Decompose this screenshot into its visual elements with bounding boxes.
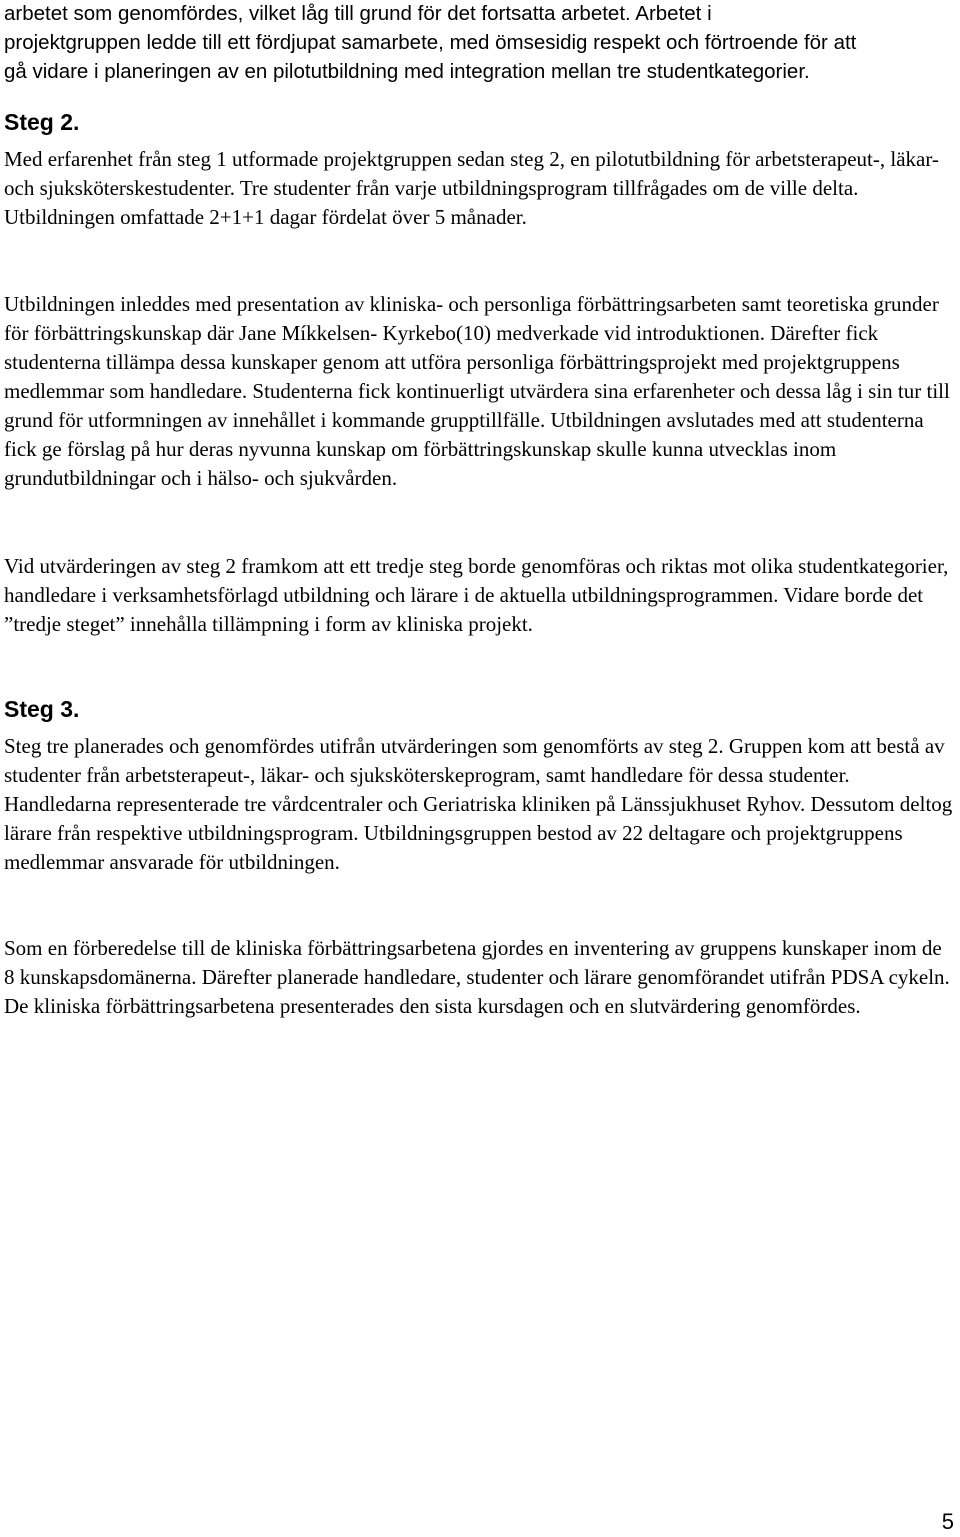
page-number: 5 — [941, 1509, 954, 1534]
step3-heading: Steg 3. — [4, 696, 80, 722]
step3-paragraph-1: Steg tre planerades och genomfördes utifrån utvärderingen som genomförts av steg 2. Gruppen kom att bestå av studenter från arbetsterapeut-, läkar- och sjuksköterskeprogram, samt handledare för dessa studenter. Handledarna representerade tre vårdcentraler och Geriatriska kliniken på Länssjukhuset Ryhov. Dessutom deltog lärare från respektive utbildningsprogram. Utbildningsgruppen bestod av 22 deltagare och projektgruppens medlemmar ansvarade för utbildningen. — [4, 734, 953, 874]
step2-paragraph-3: Vid utvärderingen av steg 2 framkom att ett tredje steg borde genomföras och riktas mot olika studentkategorier, handledare i verksamhetsförlagd utbildning och lärare i de aktuella utbildningsprogrammen. Vidare borde det ”tredje steget” innehålla tillämpning i form av kliniska projekt. — [4, 554, 949, 636]
step2-paragraph-1: Med erfarenhet från steg 1 utformade projektgruppen sedan steg 2, en pilotutbildning för arbetsterapeut-, läkar- och sjuksköterskestudenter. Tre studenter från varje utbildningsprogram tillfrågades om de ville delta. Utbildningen omfattade 2+1+1 dagar fördelat över 5 månader. — [4, 147, 939, 229]
step3-paragraph-2: Som en förberedelse till de kliniska förbättringsarbetena gjordes en inventering av gruppens kunskaper inom de 8 kunskapsdomänerna. Därefter planerade handledare, studenter och lärare genomförandet utifrån PDSA cykeln. De kliniska förbättringsarbetena presenterades den sista kursdagen och en slutvärdering genomfördes. — [4, 936, 950, 1018]
intro-line: arbetet som genomfördes, vilket låg till grund för det fortsatta arbetet. Arbetet i — [4, 2, 712, 25]
step2-heading: Steg 2. — [4, 109, 80, 135]
intro-line: projektgruppen ledde till ett fördjupat samarbete, med ömsesidig respekt och förtroende för att — [4, 31, 857, 54]
step2-paragraph-2: Utbildningen inleddes med presentation av kliniska- och personliga förbättringsarbeten samt teoretiska grunder för förbättringskunskap där Jane Míkkelsen- Kyrkebo(10) medverkade vid introduktionen. Därefter fick studenterna tillämpa dessa kunskaper genom att utföra personliga förbättringsprojekt med projektgruppens medlemmar som handledare. Studenterna fick kontinuerligt utvärdera sina erfarenheter och dessa låg i sin tur till grund för utformningen av innehållet i kommande grupptillfälle. Utbildningen avslutades med att studenterna fick ge förslag på hur deras nyvunna kunskap om förbättringskunskap skulle kunna utvecklas inom grundutbildningar och i hälso- och sjukvården. — [4, 292, 950, 490]
intro-paragraph — [4, 0, 954, 86]
intro-line: gå vidare i planeringen av en pilotutbildning med integration mellan tre studentkategorier. — [4, 60, 810, 83]
